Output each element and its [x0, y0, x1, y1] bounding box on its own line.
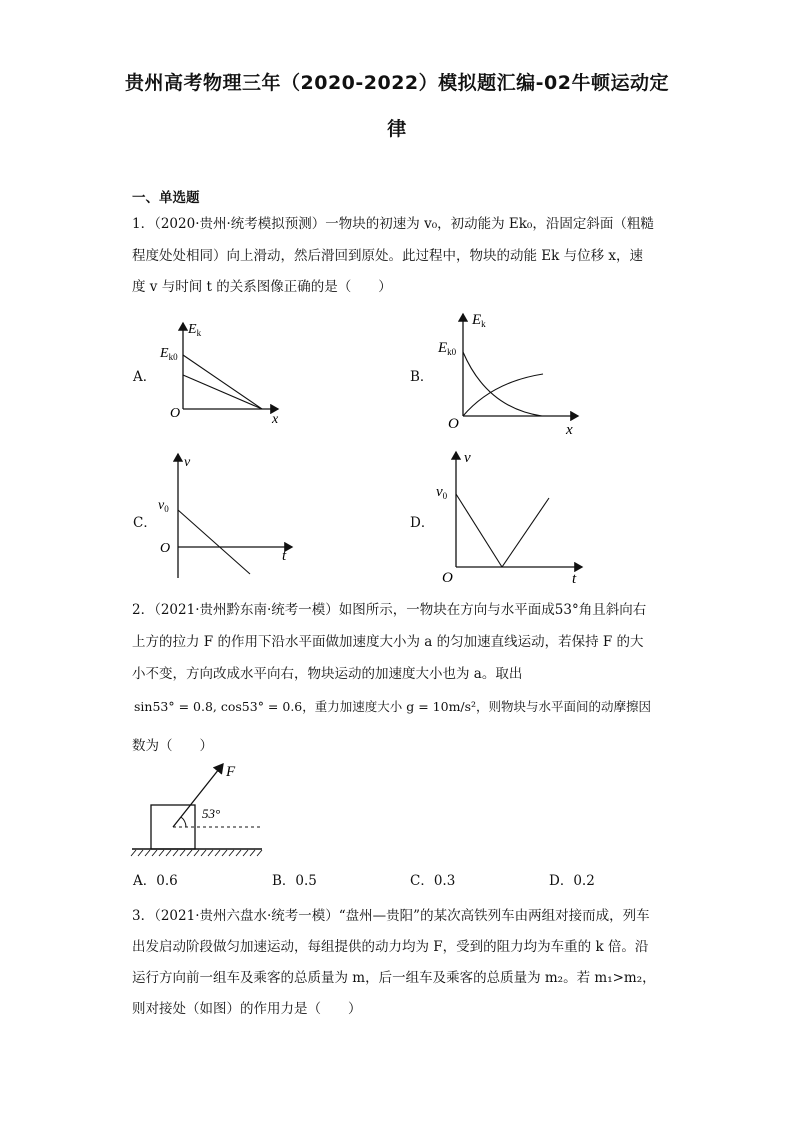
q1-option-d-label: D．: [410, 515, 435, 531]
angle-arc: [181, 817, 186, 827]
velocity-line: [178, 510, 250, 574]
q2-text-line3: 小不变，方向改成水平向右，物块运动的加速度大小也为 a。取出: [132, 666, 523, 682]
q2-option-d: D．0.2: [549, 873, 595, 889]
v-label: v: [464, 450, 471, 466]
q1-graph-c: [150, 448, 300, 580]
curve-down: [183, 375, 262, 409]
v-label: v: [184, 455, 191, 470]
q3-text-line2: 出发启动阶段做匀加速运动，每组提供的动力均为 F，受到的阻力均为车重的 k 倍。沿: [132, 939, 649, 955]
t-label: t: [572, 571, 577, 586]
velocity-decreasing: [456, 494, 502, 567]
ek-label: $E_k$: [188, 322, 202, 338]
q2-text-line5: 数为（ ）: [132, 738, 213, 754]
q1-graph-d: [432, 446, 587, 586]
ek-label: $E_k$: [472, 312, 486, 329]
q1-option-b-label: B．: [410, 369, 434, 385]
velocity-increasing: [502, 498, 549, 567]
q3-text-line3: 运行方向前一组车及乘客的总质量为 m，后一组车及乘客的总质量为 m₂。若 m₁>m₂，: [132, 970, 656, 986]
angle-label: 53°: [202, 806, 221, 821]
q1-option-c-label: C．: [133, 515, 157, 531]
curve-decreasing: [463, 352, 542, 416]
q2-option-c: C．0.3: [410, 873, 456, 889]
v0-label: $v_0$: [158, 498, 169, 514]
q2-figure: [130, 758, 270, 858]
section-heading: 一、单选题: [132, 190, 200, 206]
q3-text-line1: 3．（2021·贵州六盘水·统考一模）“盘州—贵阳”的某次高铁列车由两组对接而成，列车: [132, 908, 650, 924]
q1-text-line2: 程度处处相同）向上滑动，然后滑回到原处。此过程中，物块的动能 Ek 与位移 x，速: [132, 248, 644, 264]
q1-graph-a: [150, 315, 290, 430]
ground-hatching: [131, 850, 262, 856]
q2-text-line2: 上方的拉力 F 的作用下沿水平面做加速度大小为 a 的匀加速直线运动，若保持 F 的大: [132, 634, 644, 650]
x-label: x: [566, 422, 573, 438]
q2-text-line1: 2．（2021·贵州黔东南·统考一模）如图所示，一物块在方向与水平面成53°角且斜向右: [132, 602, 647, 618]
v0-label: $v_0$: [436, 484, 448, 501]
origin-label: O: [160, 541, 171, 556]
x-label: x: [272, 412, 279, 427]
page-title-line2: 律: [387, 118, 407, 140]
q2-option-a: A．0.6: [133, 873, 178, 889]
curve-up: [183, 355, 262, 409]
q1-text-line1: 1．（2020·贵州·统考模拟预测）一物块的初速为 v₀，初动能为 Ek₀，沿固定斜面（粗糙: [132, 216, 654, 232]
origin-label: O: [442, 570, 453, 586]
origin-label: O: [170, 406, 181, 421]
q2-text-line4: sin53° = 0.8, cos53° = 0.6，重力加速度大小 g = 10m/s²，则物块与水平面间的动摩擦因: [134, 699, 652, 714]
q1-graph-b: [432, 308, 582, 438]
origin-label: O: [448, 416, 459, 432]
force-label: F: [226, 764, 236, 780]
page-title-line1: 贵州高考物理三年（2020-2022）模拟题汇编-02牛顿运动定: [125, 72, 669, 94]
t-label: t: [282, 548, 287, 564]
q1-option-a-label: A．: [133, 369, 157, 385]
ek0-label: $E_{k0}$: [160, 346, 178, 362]
q3-text-line4: 则对接处（如图）的作用力是（ ）: [132, 1001, 362, 1017]
curve-increasing: [463, 374, 543, 416]
ek0-label: $E_{k0}$: [438, 340, 457, 357]
q2-option-b: B．0.5: [272, 873, 317, 889]
q1-text-line3: 度 v 与时间 t 的关系图像正确的是（ ）: [132, 279, 392, 295]
